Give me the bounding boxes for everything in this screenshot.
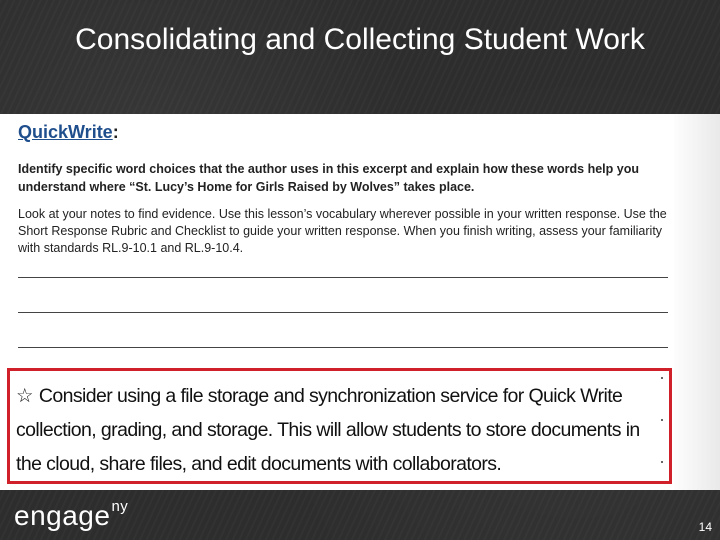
quickwrite-instructions: Look at your notes to find evidence. Use this lesson’s vocabulary wherever possible in your written response. Use the Short Response Rubric and Checklist to guide your written response. When you finish writing, assess your familiarity with standards RL.9-10.1 and RL.9-10.4.	[18, 207, 667, 255]
tip-callout	[7, 368, 672, 484]
answer-line	[18, 347, 668, 348]
engageny-logo	[14, 497, 129, 532]
tip-text-block	[16, 379, 656, 481]
tip-text: Consider using a file storage and synchronization service for Quick Write collection, grading, and storage. This will allow students to store documents in the cloud, share files, and edit documents with collaborators.	[16, 385, 640, 475]
page-number: 14	[698, 520, 712, 534]
quickwrite-colon: :	[112, 122, 119, 142]
answer-line	[18, 277, 668, 278]
quickwrite-prompt: Identify specific word choices that the author uses in this excerpt and explain how these words help you understand where “St. Lucy’s Home for Girls Raised by Wolves” takes place.	[18, 162, 639, 194]
quickwrite-heading	[18, 122, 119, 143]
slide-title: Consolidating and Collecting Student Work	[75, 23, 645, 56]
quickwrite-label: QuickWrite	[18, 122, 113, 142]
logo-main-text: engage	[14, 500, 111, 531]
logo-superscript: ny	[111, 497, 129, 515]
star-icon: ☆	[16, 385, 33, 407]
answer-line	[18, 312, 668, 313]
sheet-edge-shadow	[674, 114, 720, 490]
margin-dots	[661, 377, 665, 463]
